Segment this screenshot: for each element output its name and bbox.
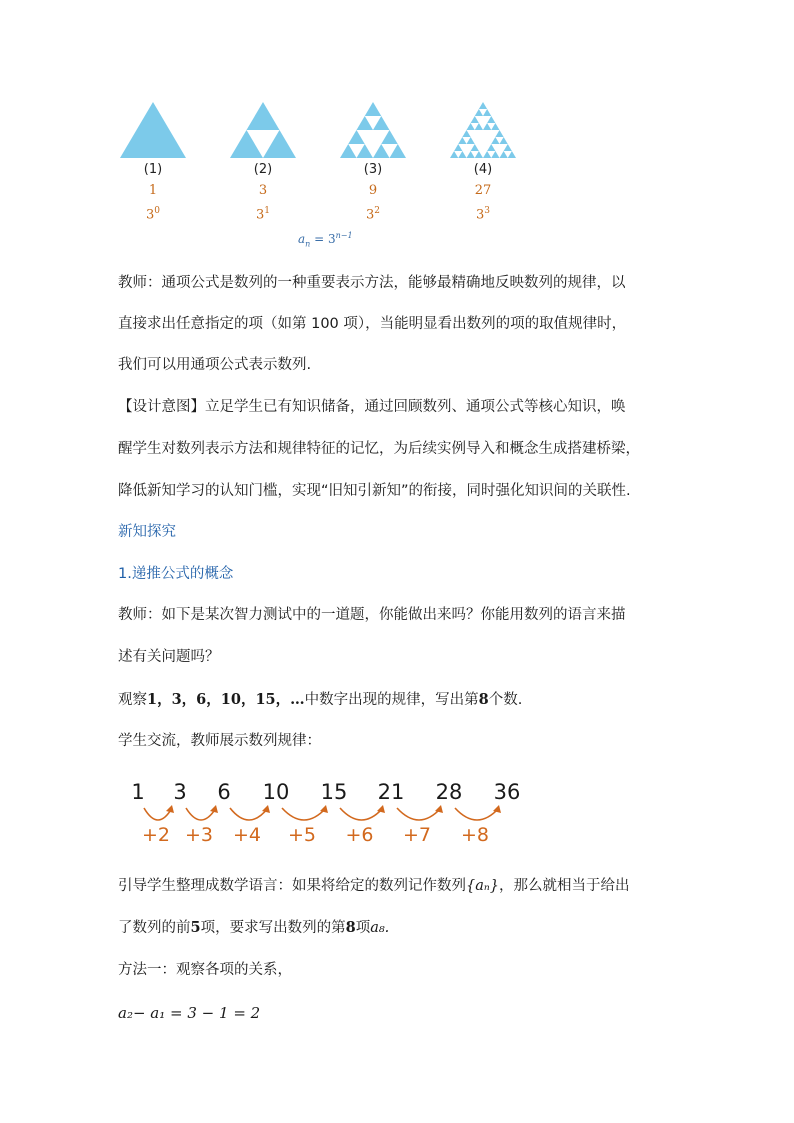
sequence-number: 21 — [377, 780, 405, 804]
stage-label: (3) — [363, 162, 383, 177]
stage-count: 3 — [258, 183, 268, 198]
stage-4 — [443, 100, 523, 224]
difference-label: +2 — [141, 824, 171, 846]
sequence-figure — [118, 780, 538, 852]
stage-label: (2) — [253, 162, 273, 177]
arrowhead — [262, 805, 270, 813]
section-heading: 新知探究 — [118, 524, 176, 540]
general-term-formula: $a_n = 3^{n-1}$ — [298, 231, 353, 249]
stage-count: 9 — [368, 183, 378, 198]
stage-label: (1) — [143, 162, 163, 177]
paragraph-line: 醒学生对数列表示方法和规律特征的记忆，为后续实例导入和概念生成搭建桥梁， — [118, 441, 640, 457]
sierpinski-figure — [0, 100, 794, 230]
paragraph-line: 了数列的前5项，要求写出数列的第8项a₈. — [118, 919, 390, 936]
difference-label: +4 — [232, 824, 262, 846]
paragraph-line: 述有关问题吗？ — [118, 649, 220, 665]
triangle-stage-2 — [228, 100, 298, 160]
sequence-number: 36 — [493, 780, 521, 804]
difference-label: +8 — [460, 824, 490, 846]
paragraph-line: 直接求出任意指定的项（如第 100 项），当能明显看出数列的项的取值规律时， — [118, 316, 627, 332]
arrowhead — [166, 805, 174, 813]
stage-label: (4) — [473, 162, 493, 177]
difference-label: +7 — [402, 824, 432, 846]
stage-1 — [113, 100, 193, 224]
sequence-number: 10 — [262, 780, 290, 804]
sequence-number: 28 — [435, 780, 463, 804]
arc-arrow — [340, 808, 383, 820]
paragraph-line: 【设计意图】立足学生已有知识储备，通过回顾数列、通项公式等核心知识，唤 — [118, 399, 626, 415]
paragraph-line: 我们可以用通项公式表示数列. — [118, 357, 312, 373]
arc-arrow — [455, 808, 499, 820]
sequence-number: 3 — [173, 780, 187, 804]
paragraph-line: 教师：通项公式是数列的一种重要表示方法，能够最精确地反映数列的规律，以 — [118, 275, 626, 291]
sequence-number: 1 — [131, 780, 145, 804]
stage-power: $3^3$ — [475, 206, 490, 223]
stage-power: $3^0$ — [145, 206, 160, 223]
triangle-stage-4 — [448, 100, 518, 160]
paragraph-line: 学生交流，教师展示数列规律： — [118, 733, 321, 749]
sequence-number: 15 — [320, 780, 348, 804]
arrowhead — [210, 805, 218, 813]
difference-equation: a₂− a₁ = 3 − 1 = 2 — [118, 1004, 261, 1022]
stage-power: $3^2$ — [365, 206, 380, 223]
stage-power: $3^1$ — [255, 206, 270, 223]
paragraph-line: 方法一：观察各项的关系， — [118, 962, 292, 978]
paragraph-line: 降低新知学习的认知门槛，实现“旧知引新知”的衔接，同时强化知识间的关联性. — [118, 483, 631, 499]
arc-arrow — [230, 808, 268, 820]
triangle-stage-1 — [118, 100, 188, 160]
difference-label: +3 — [184, 824, 214, 846]
paragraph-line: 观察1，3，6，10，15，…中数字出现的规律，写出第8个数. — [118, 691, 523, 708]
stage-3 — [333, 100, 413, 224]
stage-count: 27 — [474, 183, 492, 198]
sequence-number: 6 — [217, 780, 231, 804]
difference-label: +6 — [345, 824, 374, 846]
subsection-heading: 1.递推公式的概念 — [118, 566, 234, 582]
paragraph-line: 引导学生整理成数学语言：如果将给定的数列记作数列{aₙ}，那么就相当于给出 — [118, 878, 630, 894]
stage-2 — [223, 100, 303, 224]
difference-label: +5 — [287, 824, 317, 846]
arc-arrow — [397, 808, 441, 820]
stage-count: 1 — [148, 183, 158, 198]
triangle-stage-3 — [338, 100, 408, 160]
arc-arrow — [282, 808, 326, 820]
paragraph-line: 教师：如下是某次智力测试中的一道题，你能做出来吗？你能用数列的语言来描 — [118, 607, 626, 623]
